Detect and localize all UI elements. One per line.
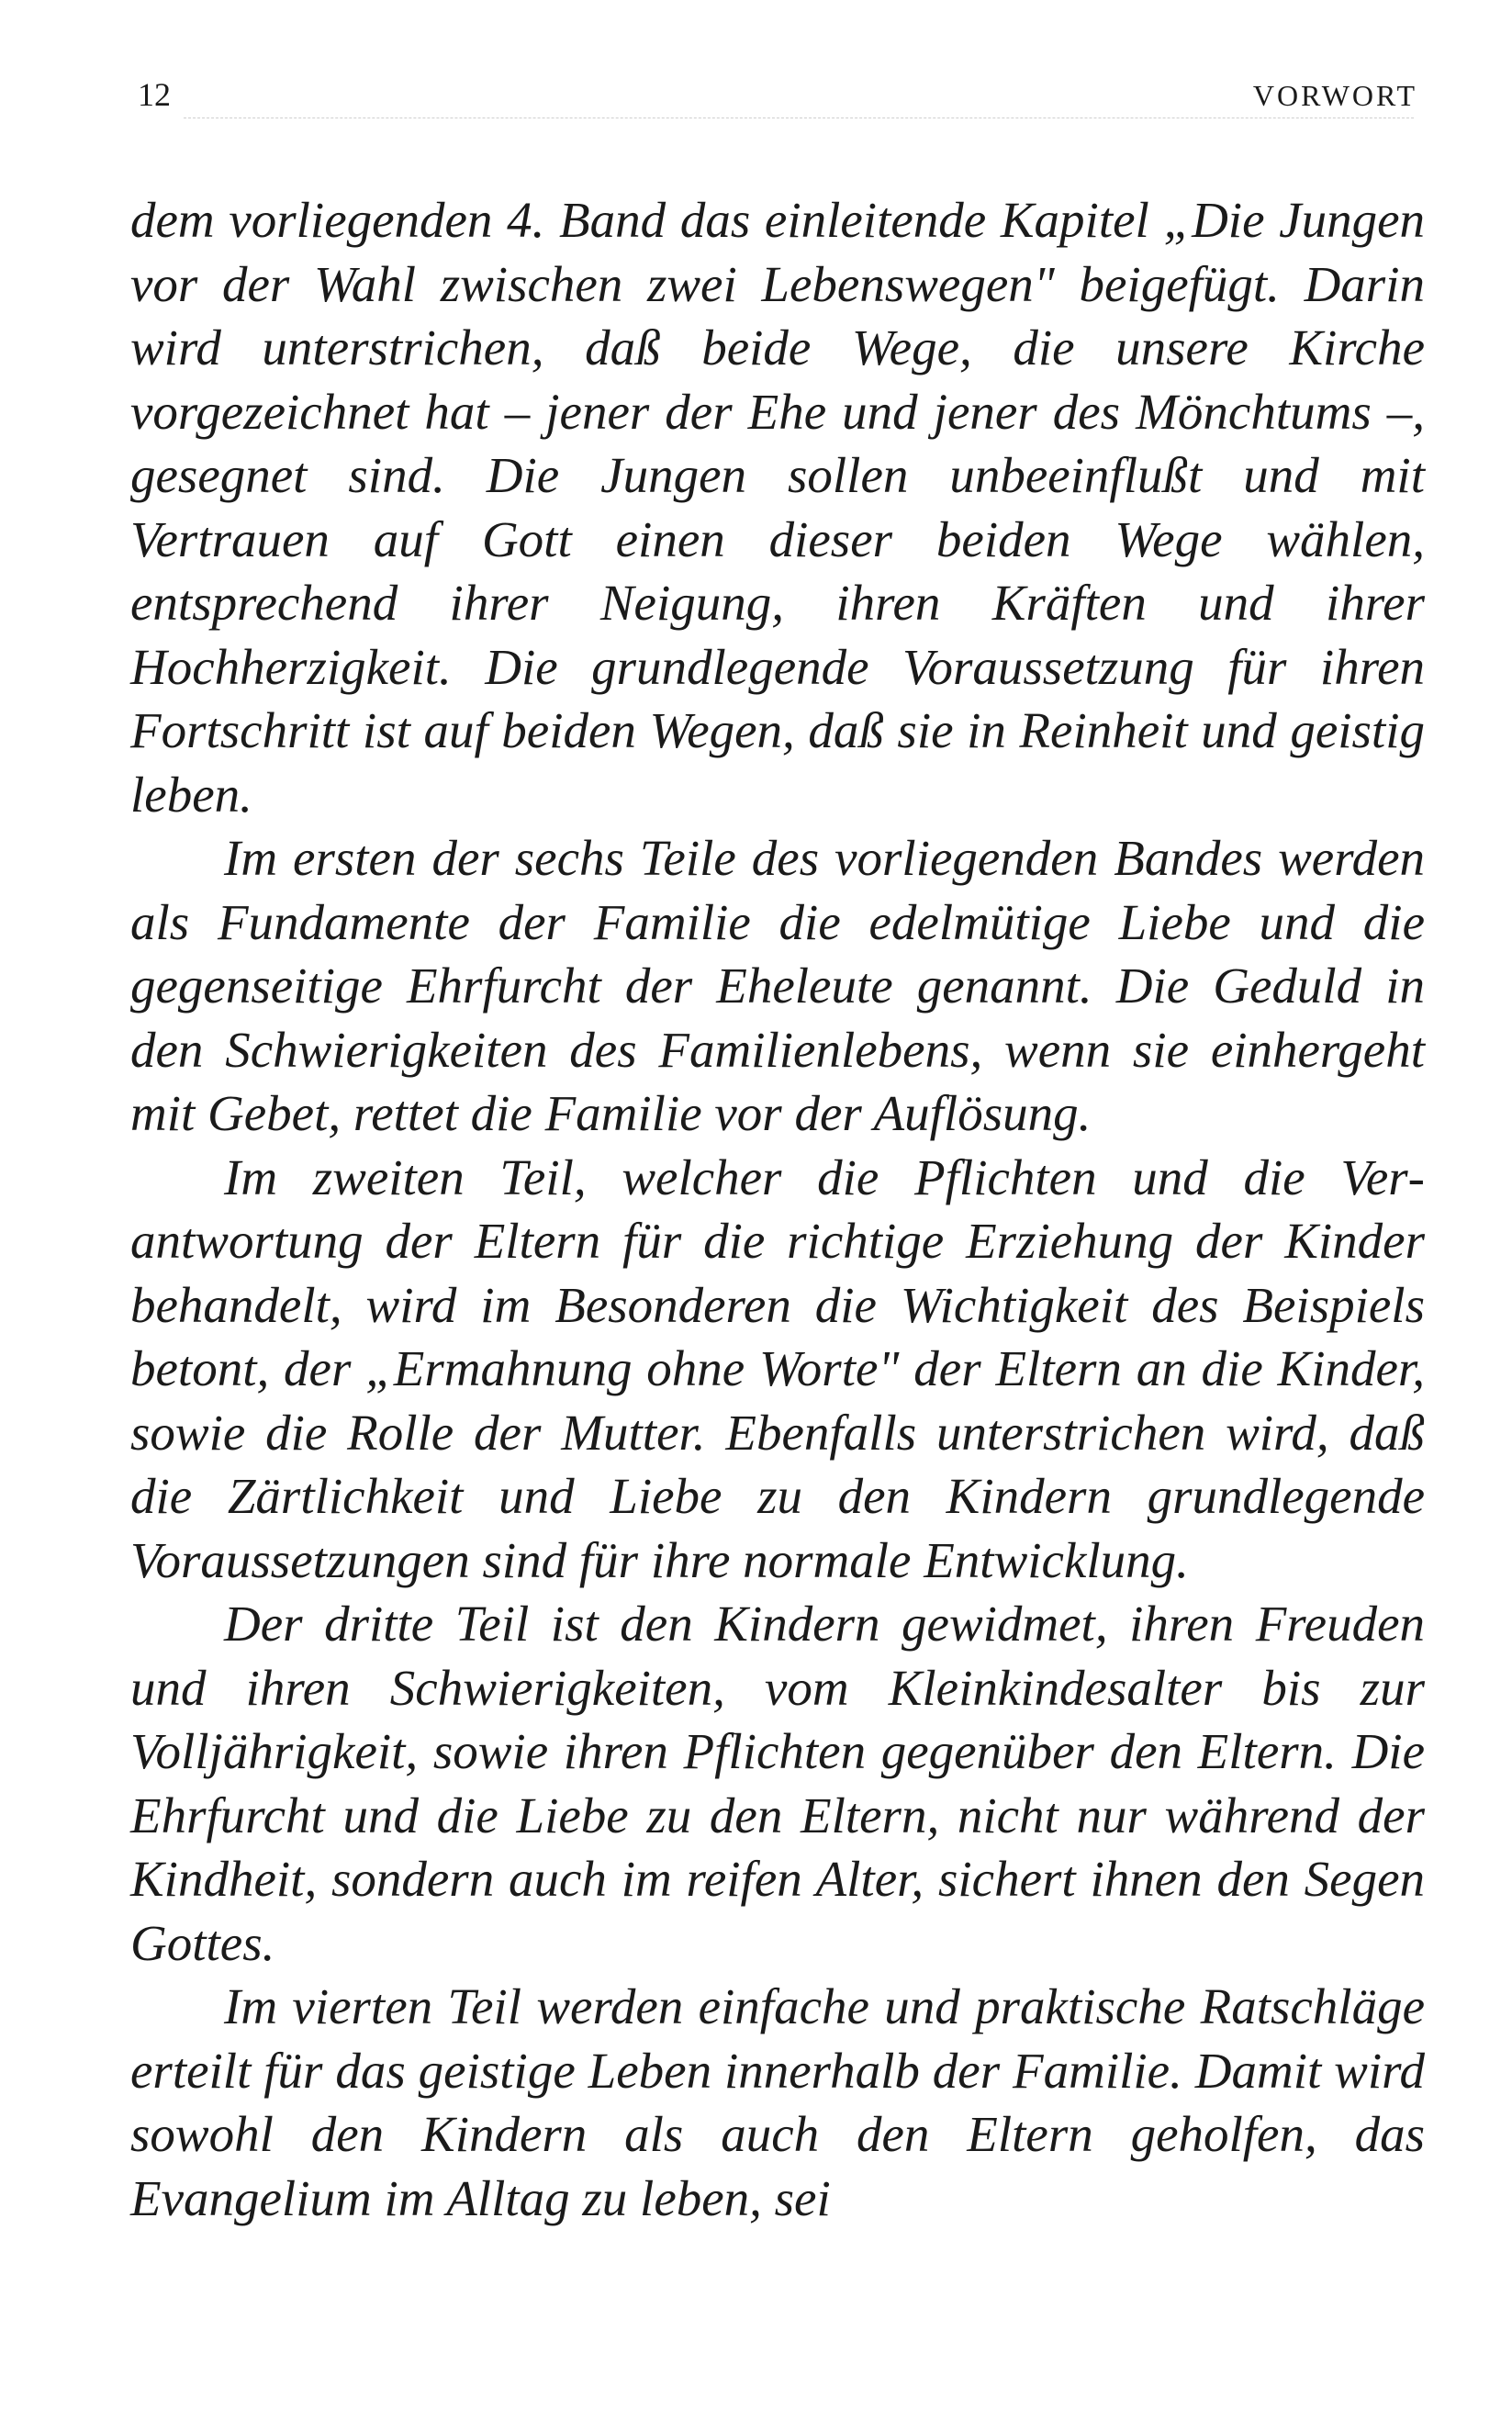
paragraph-5: Im vierten Teil werden einfache und praktische Ratschläge erteilt für das geistige Leben innerhalb der Familie. Damit wird sowohl den Kindern als auch den Eltern geholfen, das Evangelium im Alltag zu leben, sei <box>130 1978 1425 2226</box>
paragraph-4: Der dritte Teil ist den Kindern gewidmet, ihren Freuden und ihren Schwierigkeiten, vom Kleinkindesalter bis zur Volljährigkeit, sowie ihren Pflichten gegenüber den Eltern. Die Ehrfurcht und die Liebe zu den Eltern, nicht nur während der Kindheit, sondern auch im reifen Alter, sichert ihnen den Segen Gottes. <box>130 1596 1425 1971</box>
paragraph-3: Im zweiten Teil, welcher die Pflichten und die Verantwortung der Eltern für die richtige Erziehung der Kinder behandelt, wird im Besonderen die Wichtigkeit des Beispiels betont, der „Ermahnung ohne Worte" der Eltern an die Kinder, sowie die Rolle der Mutter. Ebenfalls unterstrichen wird, daß die Zärtlichkeit und Liebe zu den Kindern grundlegende Voraussetzungen sind für ihre normale Entwicklung. <box>130 1148 1425 1588</box>
running-head: VORWORT <box>1252 79 1417 112</box>
page-number: 12 <box>138 76 171 113</box>
body-text <box>130 188 1425 2230</box>
paragraph-1: dem vorliegenden 4. Band das einleitende Kapitel „Die Jungen vor der Wahl zwischen zwei Lebenswegen" beigefügt. Darin wird unterstrichen, daß beide Wege, die unsere Kirche vorgezeichnet hat – jener der Ehe und jener des Mönchtums –, gesegnet sind. Die Jungen sollen unbeeinflußt und mit Vertrauen auf Gott einen dieser beiden Wege wählen, entsprechend ihrer Neigung, ihren Kräften und ihrer Hochherzigkeit. Die grundlegende Voraussetzung für ihren Fortschritt ist auf beiden Wegen, daß sie in Reinheit und geistig leben. <box>130 192 1425 823</box>
page-header <box>130 70 1425 125</box>
paragraph-2: Im ersten der sechs Teile des vorliegenden Bandes werden als Fundamente der Familie die edelmütige Liebe und die gegenseitige Ehrfurcht der Eheleute genannt. Die Geduld in den Schwierigkeiten des Familienlebens, wenn sie einhergeht mit Gebet, rettet die Familie vor der Auflösung. <box>130 830 1425 1141</box>
